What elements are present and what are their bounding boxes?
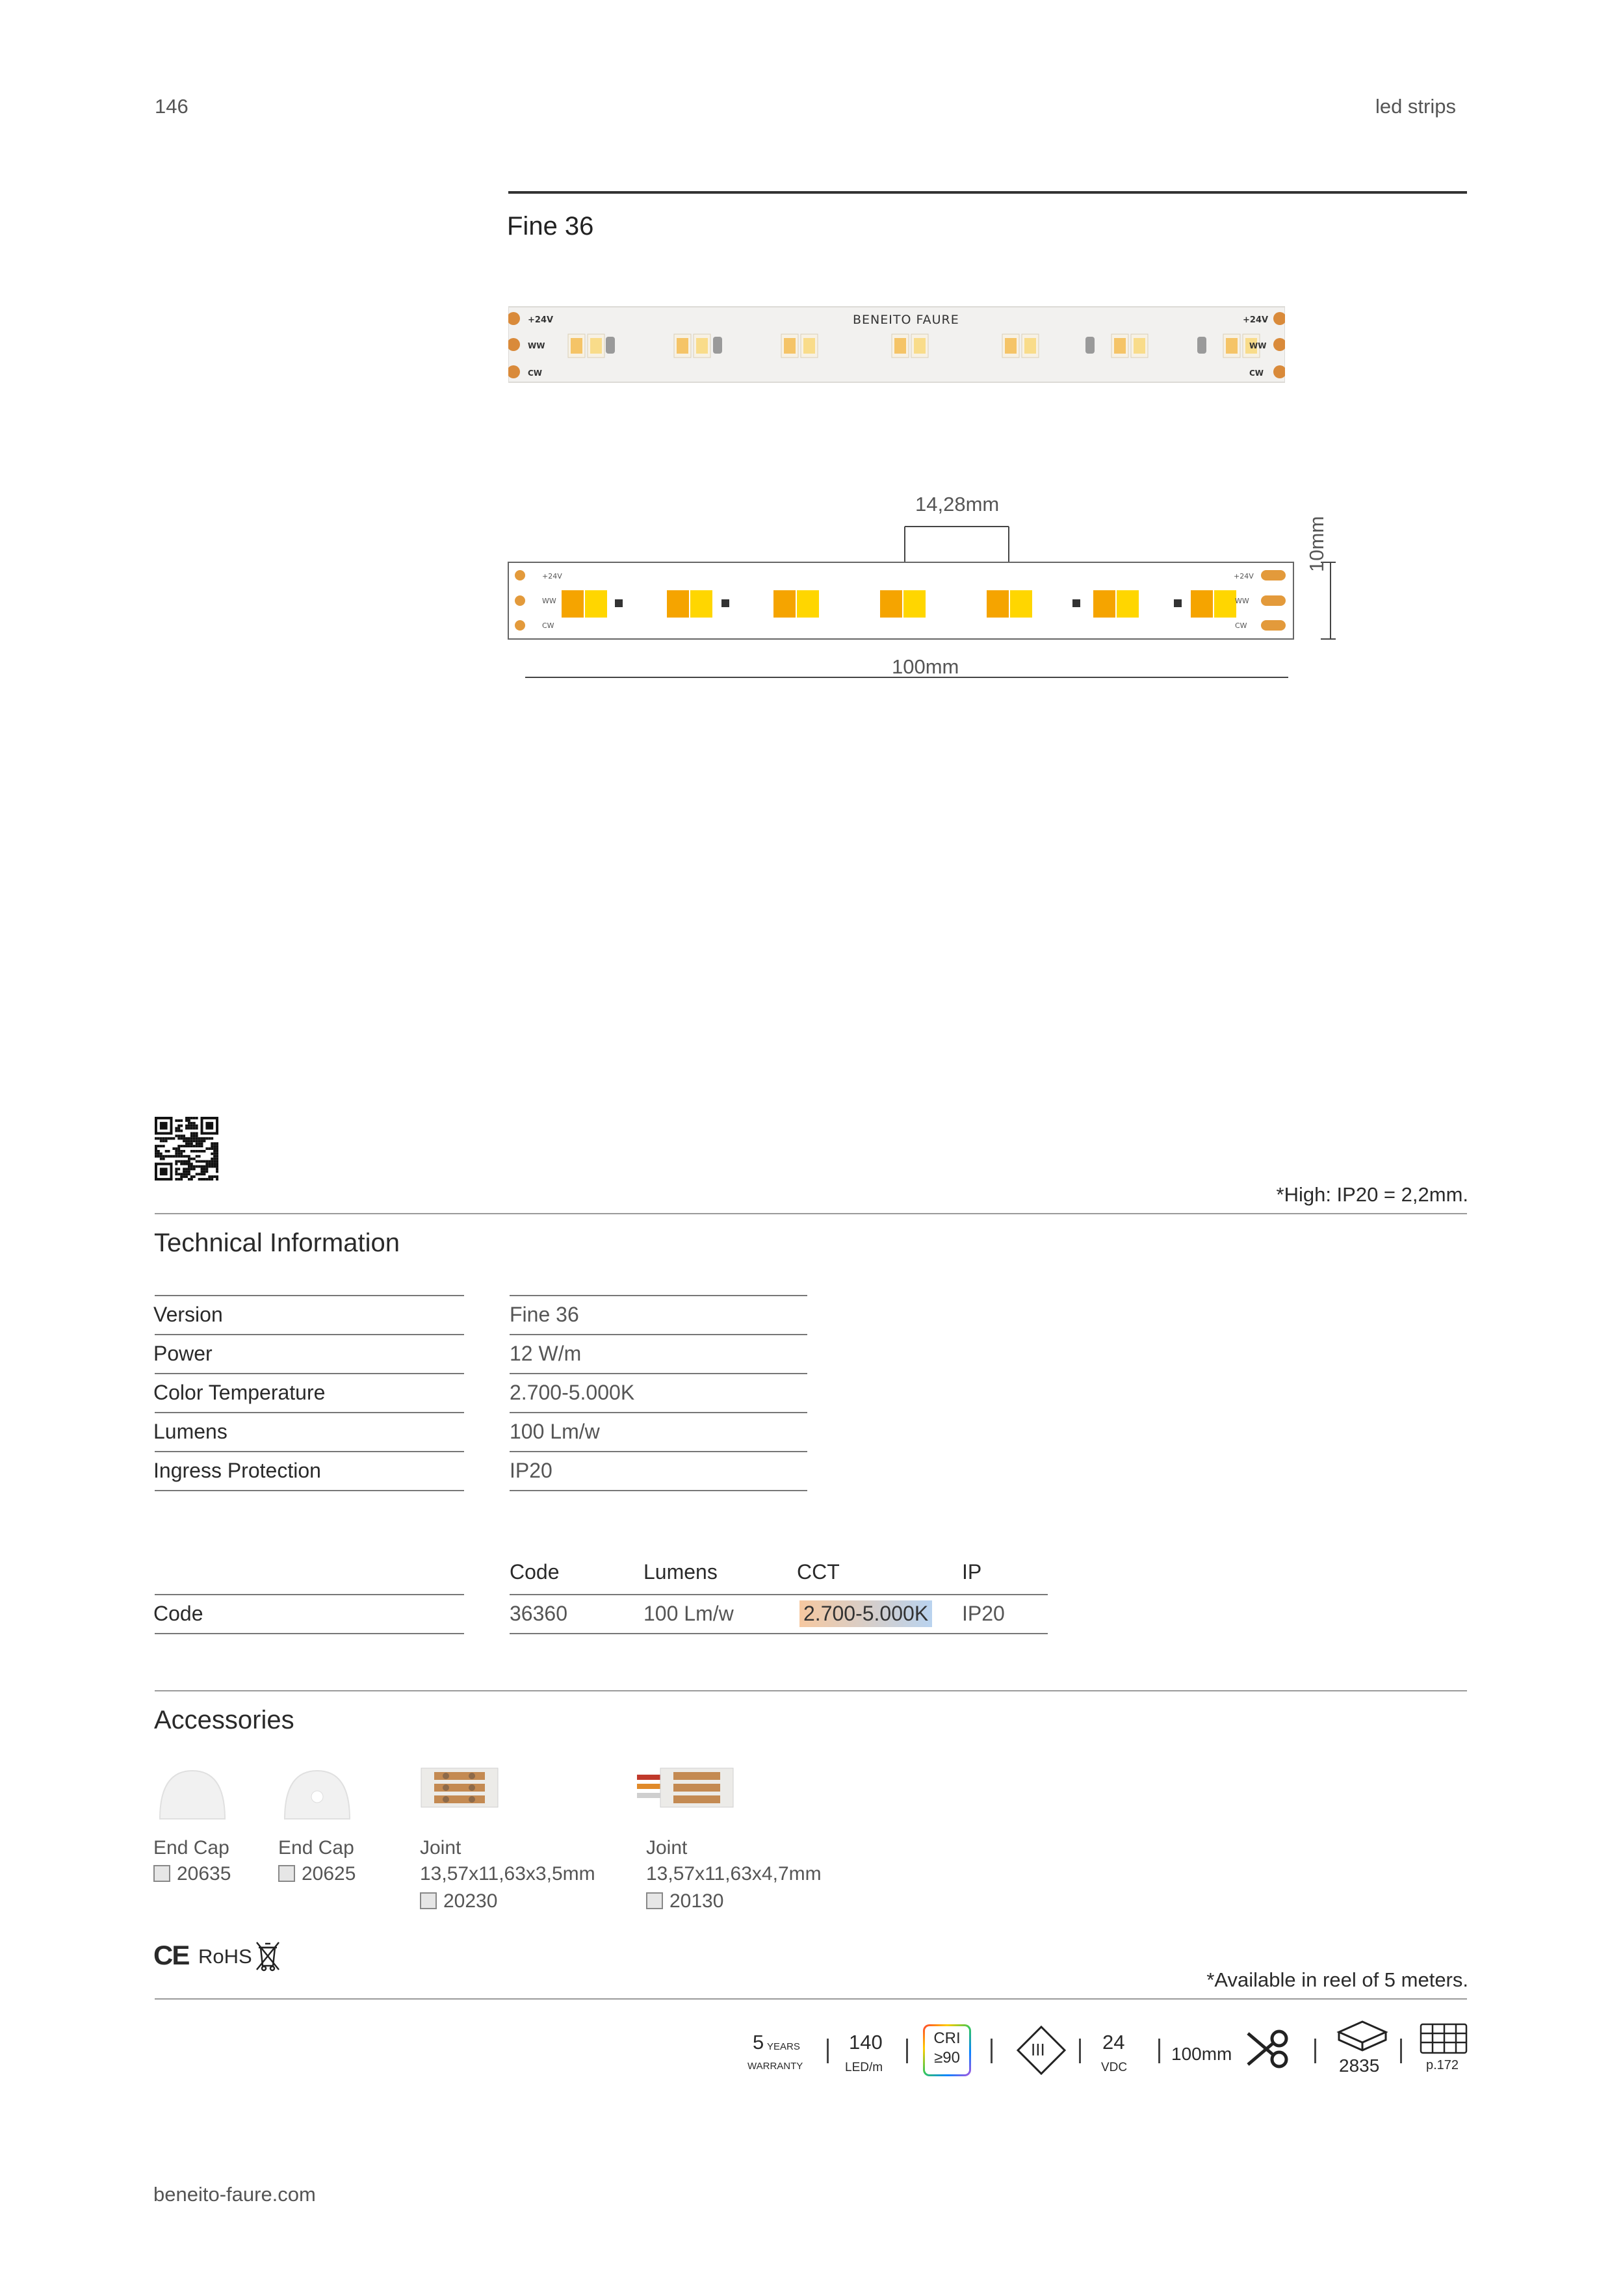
- led-phosphor: [696, 338, 708, 354]
- drawing-label-plus24-right: +24V: [1234, 572, 1254, 581]
- drawing-label-ww-right: WW: [1235, 597, 1249, 605]
- led-phosphor: [1024, 338, 1036, 354]
- section-rule-icons: [155, 1998, 1467, 2000]
- warranty-label: WARRANTY: [747, 2061, 803, 2072]
- accessory-code: [420, 1890, 497, 1912]
- rohs-mark: RoHS: [198, 1945, 252, 1968]
- table-rule: [155, 1490, 464, 1491]
- icon-separator: [906, 2039, 908, 2063]
- height-label: 10mm: [1305, 515, 1328, 572]
- accessory-name: Joint: [420, 1837, 461, 1859]
- checkbox-icon: [278, 1865, 295, 1882]
- tech-row-label: Power: [153, 1342, 213, 1365]
- resistor: [615, 599, 623, 607]
- strip-label-plus24: +24V: [528, 315, 554, 325]
- led-warm: [1191, 590, 1213, 618]
- table-rule: [510, 1412, 807, 1413]
- section-rule-tech: [155, 1213, 1467, 1214]
- led-cool: [797, 590, 819, 618]
- led-cool: [903, 590, 926, 618]
- resistor: [1085, 337, 1095, 354]
- table-rule: [155, 1412, 464, 1413]
- led-warm: [880, 590, 902, 618]
- accessory-code-text: 20625: [302, 1863, 356, 1885]
- cri-bottom: ≥90: [934, 2049, 960, 2067]
- led-phosphor: [914, 338, 926, 354]
- voltage-unit: VDC: [1101, 2061, 1128, 2074]
- table-rule: [510, 1334, 807, 1335]
- joint-image-2: [637, 1763, 734, 1812]
- grid-page-icon: [1420, 2023, 1468, 2054]
- led-warm: [667, 590, 689, 618]
- drawing-label-cw: CW: [542, 621, 554, 630]
- accessory-code: [153, 1863, 231, 1885]
- tech-row-label: Lumens: [153, 1420, 227, 1443]
- cut-length: 100mm: [1171, 2044, 1232, 2064]
- code-row-cell: IP20: [962, 1602, 1005, 1625]
- icon-separator: [1079, 2039, 1081, 2063]
- end-cap-image-2: [279, 1763, 355, 1824]
- code-row-cell: 36360: [510, 1602, 567, 1625]
- warranty-number: 5: [753, 2031, 764, 2054]
- accessory-code: [278, 1863, 356, 1885]
- code-row-cell: 2.700-5.000K: [799, 1600, 932, 1627]
- led-warm: [562, 590, 584, 618]
- drawing-label-cw-right: CW: [1235, 621, 1247, 630]
- icon-separator: [991, 2039, 993, 2063]
- led-phosphor: [894, 338, 906, 354]
- led-cool: [1214, 590, 1236, 618]
- table-rule: [510, 1490, 807, 1491]
- reel-note: *Available in reel of 5 meters.: [1206, 1968, 1468, 1991]
- footer-url: beneito-faure.com: [153, 2183, 316, 2206]
- led-density-unit: LED/m: [845, 2061, 883, 2074]
- led-phosphor: [677, 338, 688, 354]
- icon-separator: [827, 2039, 829, 2063]
- icon-separator: [1314, 2039, 1316, 2063]
- ce-mark: CE: [153, 1940, 189, 1970]
- section-rule-accessories: [155, 1690, 1467, 1691]
- strip-label-cw-right: CW: [1249, 369, 1264, 378]
- tech-row-value: 100 Lm/w: [510, 1420, 600, 1443]
- accessory-code-text: 20635: [177, 1863, 231, 1885]
- chip-type: 2835: [1339, 2055, 1380, 2076]
- checkbox-icon: [646, 1892, 663, 1909]
- accessory-name: End Cap: [278, 1837, 354, 1859]
- led-cool: [690, 590, 712, 618]
- code-table-header: Code: [510, 1560, 560, 1584]
- strip-brand-text: BENEITO FAURE: [853, 313, 959, 327]
- length-label: 100mm: [892, 655, 959, 678]
- table-rule: [510, 1295, 807, 1296]
- product-title: Fine 36: [507, 212, 594, 241]
- accessory-dimensions: 13,57x11,63x3,5mm: [420, 1863, 595, 1885]
- weee-bin-icon: [255, 1940, 281, 1972]
- tech-row-label: Color Temperature: [153, 1381, 326, 1404]
- pitch-label: 14,28mm: [915, 493, 1000, 515]
- tech-row-value: 2.700-5.000K: [510, 1381, 635, 1404]
- strip-label-ww: WW: [528, 341, 545, 350]
- led-cool: [585, 590, 607, 618]
- drawing-label-ww: WW: [542, 597, 556, 605]
- resistor: [721, 599, 729, 607]
- led-strip-photo: [508, 306, 1285, 384]
- technical-title: Technical Information: [154, 1229, 400, 1257]
- resistor: [1072, 599, 1080, 607]
- table-rule: [510, 1373, 807, 1374]
- led-warm: [773, 590, 796, 618]
- accessory-name: Joint: [646, 1837, 688, 1859]
- resistor: [1197, 337, 1206, 354]
- warranty-years: YEARS: [767, 2041, 800, 2052]
- table-rule: [155, 1373, 464, 1374]
- accessory-dimensions: 13,57x11,63x4,7mm: [646, 1863, 822, 1885]
- led-phosphor: [1114, 338, 1126, 354]
- end-cap-image-1: [155, 1763, 230, 1824]
- led-density-number: 140: [849, 2031, 883, 2054]
- led-chip-icon: [1336, 2019, 1388, 2055]
- accessory-code-text: 20230: [443, 1890, 498, 1912]
- led-warm: [987, 590, 1009, 618]
- icon-separator: [1158, 2039, 1160, 2063]
- cri-top: CRI: [933, 2029, 961, 2047]
- accessory-name: End Cap: [153, 1837, 229, 1859]
- title-rule: [508, 191, 1467, 194]
- checkbox-icon: [420, 1892, 437, 1909]
- table-rule: [510, 1451, 807, 1452]
- resistor: [713, 337, 722, 354]
- led-phosphor: [1226, 338, 1238, 354]
- led-phosphor: [784, 338, 796, 354]
- checkbox-icon: [153, 1865, 170, 1882]
- resistor: [1174, 599, 1182, 607]
- qr-code: [155, 1117, 218, 1181]
- joint-image-1: [420, 1763, 499, 1812]
- led-phosphor: [590, 338, 602, 354]
- led-phosphor: [1005, 338, 1017, 354]
- code-table-header: Lumens: [643, 1560, 718, 1584]
- table-rule: [155, 1633, 464, 1634]
- cri-icon: [923, 2024, 971, 2076]
- tech-row-label: Version: [153, 1303, 223, 1326]
- table-rule: [155, 1451, 464, 1452]
- icon-separator: [1400, 2039, 1402, 2063]
- code-row-cell: 100 Lm/w: [643, 1602, 734, 1625]
- drawing-label-plus24: +24V: [542, 572, 562, 581]
- led-cool: [1117, 590, 1139, 618]
- table-rule: [510, 1633, 1048, 1634]
- led-warm: [1093, 590, 1115, 618]
- table-rule: [155, 1594, 464, 1595]
- high-note: *High: IP20 = 2,2mm.: [1276, 1183, 1468, 1206]
- section-title: led strips: [1375, 95, 1456, 118]
- strip-label-plus24-right: +24V: [1243, 315, 1269, 325]
- page-number: 146: [155, 95, 188, 118]
- class-iii-label: III: [1031, 2040, 1045, 2059]
- accessory-code-text: 20130: [669, 1890, 724, 1912]
- led-phosphor: [1134, 338, 1145, 354]
- voltage-number: 24: [1102, 2031, 1125, 2054]
- strip-label-ww-right: WW: [1249, 341, 1267, 350]
- led-cool: [1010, 590, 1032, 618]
- led-phosphor: [803, 338, 815, 354]
- tech-row-value: IP20: [510, 1459, 552, 1482]
- tech-row-label: Ingress Protection: [153, 1459, 321, 1482]
- strip-label-cw: CW: [528, 369, 543, 378]
- code-row-label: Code: [153, 1602, 203, 1625]
- accessory-code: [646, 1890, 723, 1912]
- table-rule: [155, 1295, 464, 1296]
- code-table-header: IP: [962, 1560, 982, 1584]
- code-table-header: CCT: [797, 1560, 840, 1584]
- accessories-title: Accessories: [154, 1706, 294, 1734]
- tech-row-value: 12 W/m: [510, 1342, 582, 1365]
- led-phosphor: [571, 338, 582, 354]
- table-rule: [155, 1334, 464, 1335]
- tech-row-value: Fine 36: [510, 1303, 579, 1326]
- page-reference: p.172: [1426, 2058, 1459, 2072]
- scissors-icon: [1245, 2028, 1292, 2070]
- resistor: [606, 337, 615, 354]
- table-rule: [510, 1594, 1048, 1595]
